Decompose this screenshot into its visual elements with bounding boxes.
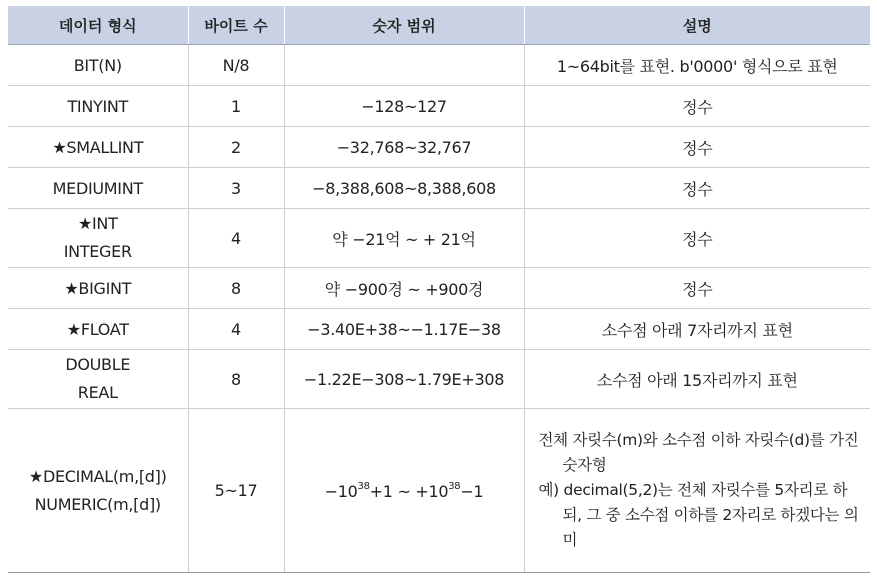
header-type: 데이터 형식 <box>8 6 188 45</box>
cell-range <box>284 45 524 86</box>
type-line: NUMERIC(m,[d]) <box>34 494 161 514</box>
cell-type <box>8 409 188 573</box>
cell-type: ★SMALLINT <box>8 127 188 168</box>
cell-type: ★FLOAT <box>8 309 188 350</box>
cell-range: 약 −900경 ~ +900경 <box>284 268 524 309</box>
range-exponent: 38 <box>448 480 461 492</box>
table-row <box>8 45 870 86</box>
cell-desc: 정수 <box>524 209 870 268</box>
table-row <box>8 268 870 309</box>
cell-desc: 소수점 아래 7자리까지 표현 <box>524 309 870 350</box>
cell-type: MEDIUMINT <box>8 168 188 209</box>
table-row <box>8 409 870 573</box>
table-row <box>8 350 870 409</box>
cell-desc <box>524 409 870 573</box>
cell-desc: 정수 <box>524 168 870 209</box>
cell-bytes: 2 <box>188 127 284 168</box>
cell-bytes: 8 <box>188 350 284 409</box>
cell-range: −8,388,608~8,388,608 <box>284 168 524 209</box>
cell-range: −32,768~32,767 <box>284 127 524 168</box>
type-line: ★INT <box>77 214 118 233</box>
cell-bytes: 8 <box>188 268 284 309</box>
cell-type: ★BIGINT <box>8 268 188 309</box>
range-part: +1 ~ +10 <box>369 481 449 501</box>
header-desc: 설명 <box>524 6 870 45</box>
type-line: ★DECIMAL(m,[d]) <box>28 466 167 486</box>
cell-type <box>8 350 188 409</box>
type-line: REAL <box>77 383 118 402</box>
table-row <box>8 309 870 350</box>
cell-bytes: 4 <box>188 209 284 268</box>
table-row <box>8 168 870 209</box>
cell-desc: 소수점 아래 15자리까지 표현 <box>524 350 870 409</box>
range-exponent: 38 <box>357 480 370 492</box>
desc-example: 예) decimal(5,2)는 전체 자릿수를 5자리로 하되, 그 중 소수점 이하를 2자리로 하겠다는 의미 <box>538 481 859 549</box>
table-row <box>8 209 870 268</box>
cell-bytes: N/8 <box>188 45 284 86</box>
cell-bytes: 1 <box>188 86 284 127</box>
cell-type: BIT(N) <box>8 45 188 86</box>
cell-desc: 정수 <box>524 86 870 127</box>
cell-range: 약 −21억 ~ + 21억 <box>284 209 524 268</box>
cell-bytes: 4 <box>188 309 284 350</box>
cell-type: TINYINT <box>8 86 188 127</box>
header-range: 숫자 범위 <box>284 6 524 45</box>
cell-range: −1.22E−308~1.79E+308 <box>284 350 524 409</box>
cell-type <box>8 209 188 268</box>
type-line: INTEGER <box>63 242 132 261</box>
header-bytes: 바이트 수 <box>188 6 284 45</box>
cell-desc: 정수 <box>524 268 870 309</box>
cell-desc: 1~64bit를 표현. b'0000' 형식으로 표현 <box>524 45 870 86</box>
data-type-table <box>8 6 870 573</box>
range-part: −1 <box>460 481 484 501</box>
cell-range: −128~127 <box>284 86 524 127</box>
header-row <box>8 6 870 45</box>
cell-bytes: 5~17 <box>188 409 284 573</box>
cell-desc: 정수 <box>524 127 870 168</box>
table-row <box>8 127 870 168</box>
desc-text: 전체 자릿수(m)와 소수점 이하 자릿수(d)를 가진 숫자형 <box>538 431 859 474</box>
cell-range <box>284 409 524 573</box>
type-line: DOUBLE <box>65 355 131 374</box>
cell-range: −3.40E+38~−1.17E−38 <box>284 309 524 350</box>
range-part: −10 <box>324 481 358 501</box>
table-row <box>8 86 870 127</box>
cell-bytes: 3 <box>188 168 284 209</box>
